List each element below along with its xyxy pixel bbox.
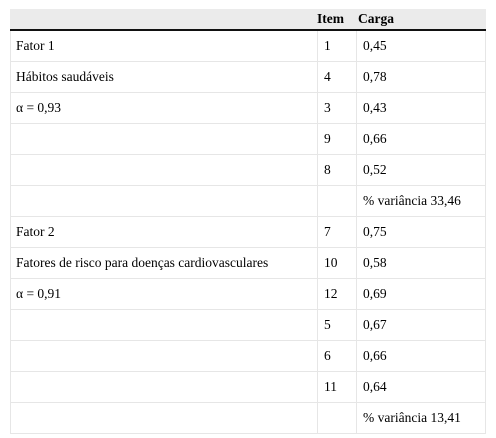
factor-cell: Fator 2	[10, 217, 317, 248]
variance-cell: % variância 13,41	[356, 403, 486, 434]
item-cell	[317, 186, 356, 217]
carga-cell: 0,78	[356, 62, 486, 93]
item-cell: 8	[317, 155, 356, 186]
table-row	[10, 93, 486, 124]
table-row	[10, 124, 486, 155]
table-row	[10, 217, 486, 248]
carga-cell: 0,67	[356, 310, 486, 341]
item-cell: 10	[317, 248, 356, 279]
table-row	[10, 341, 486, 372]
carga-cell: 0,75	[356, 217, 486, 248]
table-row	[10, 310, 486, 341]
factor-cell	[10, 372, 317, 403]
item-cell: 5	[317, 310, 356, 341]
factor-cell	[10, 186, 317, 217]
table-row	[10, 403, 486, 434]
carga-cell: 0,52	[356, 155, 486, 186]
carga-cell: 0,58	[356, 248, 486, 279]
factor-cell: α = 0,93	[10, 93, 317, 124]
table-row	[10, 155, 486, 186]
table-row	[10, 372, 486, 403]
factor-cell	[10, 403, 317, 434]
carga-cell: 0,66	[356, 124, 486, 155]
item-cell: 9	[317, 124, 356, 155]
carga-cell: 0,66	[356, 341, 486, 372]
factor-cell	[10, 341, 317, 372]
table-header	[10, 9, 486, 31]
table-row	[10, 248, 486, 279]
item-cell: 6	[317, 341, 356, 372]
item-cell	[317, 403, 356, 434]
table-row	[10, 31, 486, 62]
carga-cell: 0,43	[356, 93, 486, 124]
item-cell: 12	[317, 279, 356, 310]
factor-cell: α = 0,91	[10, 279, 317, 310]
item-cell: 4	[317, 62, 356, 93]
factor-loadings-table-container	[10, 9, 486, 434]
carga-cell: 0,45	[356, 31, 486, 62]
header-row	[10, 9, 486, 31]
carga-cell: 0,64	[356, 372, 486, 403]
item-cell: 1	[317, 31, 356, 62]
table-body	[10, 31, 486, 434]
table-row	[10, 62, 486, 93]
carga-cell: 0,69	[356, 279, 486, 310]
item-cell: 7	[317, 217, 356, 248]
factor-cell	[10, 155, 317, 186]
item-cell: 3	[317, 93, 356, 124]
factor-cell: Fator 1	[10, 31, 317, 62]
factor-cell: Fatores de risco para doenças cardiovasculares	[10, 248, 317, 279]
factor-cell	[10, 124, 317, 155]
table-row	[10, 279, 486, 310]
table-row	[10, 186, 486, 217]
factor-cell: Hábitos saudáveis	[10, 62, 317, 93]
factor-loadings-table	[10, 9, 486, 434]
header-item: Item	[317, 9, 356, 31]
variance-cell: % variância 33,46	[356, 186, 486, 217]
factor-cell	[10, 310, 317, 341]
header-factor	[10, 9, 317, 31]
item-cell: 11	[317, 372, 356, 403]
header-carga: Carga	[356, 9, 486, 31]
